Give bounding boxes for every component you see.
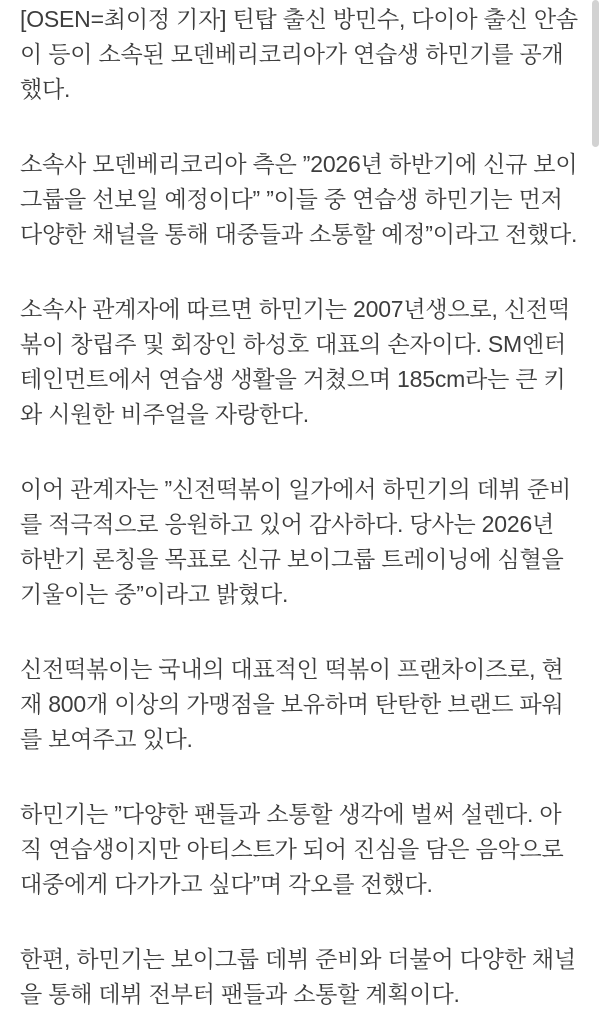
article-paragraph: 하민기는 ”다양한 팬들과 소통할 생각에 벌써 설렌다. 아직 연습생이지만 아티스트가 되어 진심을 담은 음악으로 대중에게 다가가고 싶다”며 각오를 전했다. xyxy=(20,801,564,897)
article-paragraph: 한편, 하민기는 보이그룹 데뷔 준비와 더불어 다양한 채널을 통해 데뷔 전부터 팬들과 소통할 계획이다. xyxy=(20,946,576,1007)
article-paragraph: 이어 관계자는 ”신전떡볶이 일가에서 하민기의 데뷔 준비를 적극적으로 응원하고 있어 감사하다. 당사는 2026년 하반기 론칭을 목표로 신규 보이그룹 트레이닝에 심혈을 기울이는 중”이라고 밝혔다. xyxy=(20,476,572,607)
article-paragraph: 소속사 모덴베리코리아 측은 ”2026년 하반기에 신규 보이그룹을 선보일 예정이다” ”이들 중 연습생 하민기는 먼저 다양한 채널을 통해 대중들과 소통할 예정”이라고 전했다. xyxy=(20,151,578,247)
scrollbar-thumb[interactable] xyxy=(592,0,599,147)
article-paragraph: 신전떡볶이는 국내의 대표적인 떡볶이 프랜차이즈로, 현재 800개 이상의 가맹점을 보유하며 탄탄한 브랜드 파워를 보여주고 있다. xyxy=(20,656,564,752)
article-paragraph: 소속사 관계자에 따르면 하민기는 2007년생으로, 신전떡볶이 창립주 및 회장인 하성호 대표의 손자이다. SM엔터테인먼트에서 연습생 생활을 거쳤으며 185cm라는 큰 키와 시원한 비주얼을 자랑한다. xyxy=(20,296,570,427)
article-paragraph: [OSEN=최이정 기자] 틴탑 출신 방민수, 다이아 출신 안솜이 등이 소속된 모덴베리코리아가 연습생 하민기를 공개했다. xyxy=(20,6,578,102)
